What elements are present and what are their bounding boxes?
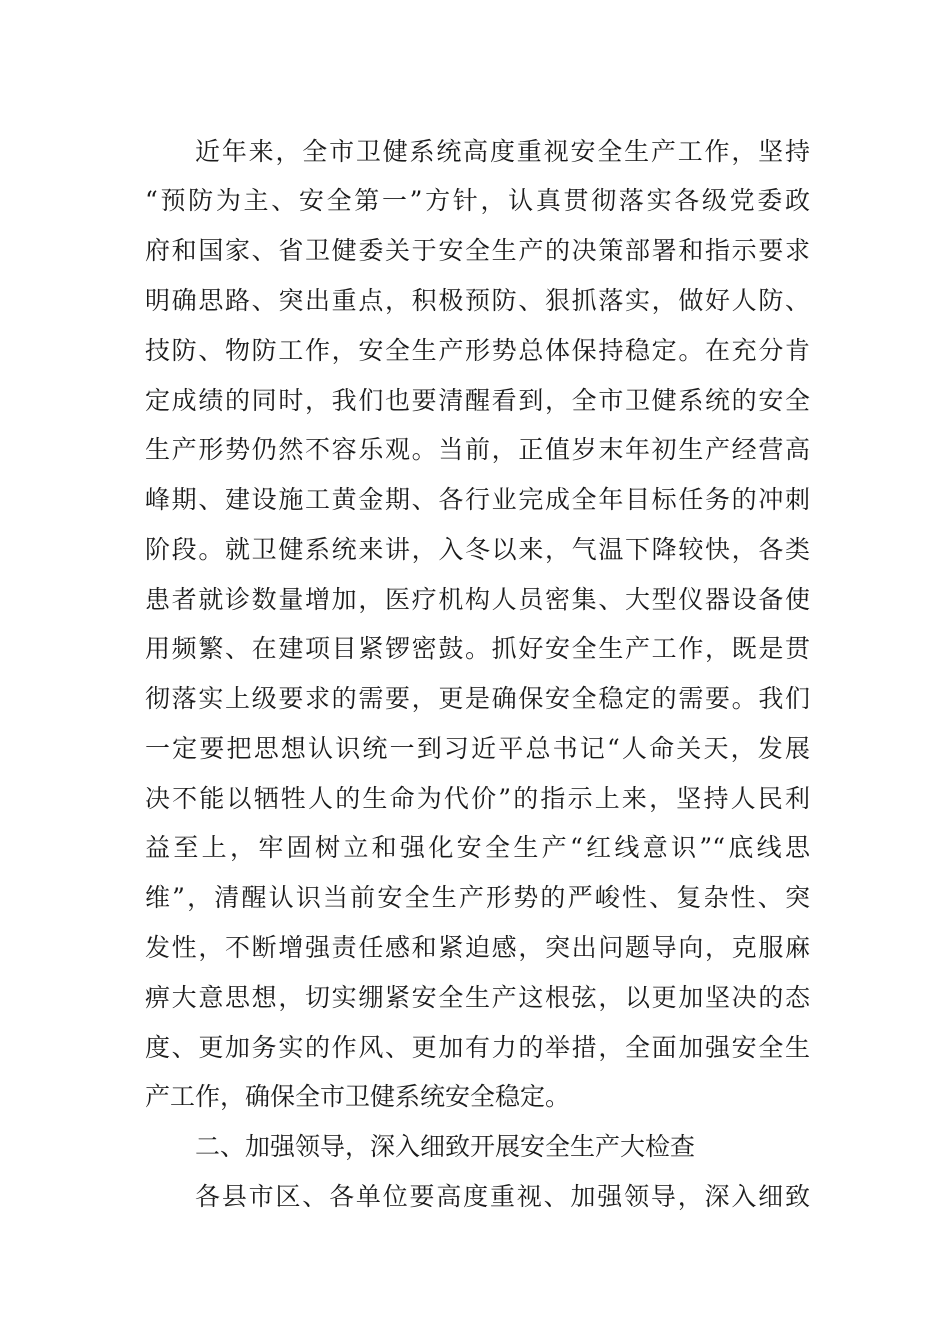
paragraph-line: 用频繁、在建项目紧锣密鼓。抓好安全生产工作，既是贯 — [145, 634, 810, 663]
paragraph-line: 产工作，确保全市卫健系统安全稳定。 — [145, 1082, 571, 1111]
paragraph-line: 患者就诊数量增加，医疗机构人员密集、大型仪器设备使 — [145, 585, 810, 614]
paragraph-line: “预防为主、安全第一”方针，认真贯彻落实各级党委政 — [145, 186, 810, 215]
paragraph-line: 发性，不断增强责任感和紧迫感，突出问题导向，克服麻 — [145, 933, 810, 962]
paragraph-line: 维”，清醒认识当前安全生产形势的严峻性、复杂性、突 — [145, 883, 810, 912]
paragraph-line: 府和国家、省卫健委关于安全生产的决策部署和指示要求 — [145, 236, 810, 265]
paragraph-line: 痹大意思想，切实绷紧安全生产这根弦，以更加坚决的态 — [145, 983, 810, 1012]
paragraph-line: 度、更加务实的作风、更加有力的举措，全面加强安全生 — [145, 1033, 810, 1062]
paragraph-line: 彻落实上级要求的需要，更是确保安全稳定的需要。我们 — [145, 684, 810, 713]
paragraph-line: 定成绩的同时，我们也要清醒看到，全市卫健系统的安全 — [145, 386, 810, 415]
paragraph-line: 一定要把思想认识统一到习近平总书记“人命关天，发展 — [145, 734, 810, 763]
paragraph-line: 阶段。就卫健系统来讲，入冬以来，气温下降较快，各类 — [145, 535, 810, 564]
paragraph-line: 技防、物防工作，安全生产形势总体保持稳定。在充分肯 — [145, 336, 810, 365]
section-heading: 二、加强领导，深入细致开展安全生产大检查 — [195, 1132, 696, 1161]
paragraph-line: 生产形势仍然不容乐观。当前，正值岁末年初生产经营高 — [145, 435, 810, 464]
paragraph-line: 益至上，牢固树立和强化安全生产“红线意识”“底线思 — [145, 833, 810, 862]
paragraph-line: 近年来，全市卫健系统高度重视安全生产工作，坚持 — [195, 137, 810, 166]
paragraph-line: 决不能以牺牲人的生命为代价”的指示上来，坚持人民利 — [145, 784, 810, 813]
paragraph-line: 各县市区、各单位要高度重视、加强领导，深入细致 — [195, 1182, 810, 1211]
paragraph-line: 明确思路、突出重点，积极预防、狠抓落实，做好人防、 — [145, 286, 810, 315]
paragraph-line: 峰期、建设施工黄金期、各行业完成全年目标任务的冲刺 — [145, 485, 810, 514]
